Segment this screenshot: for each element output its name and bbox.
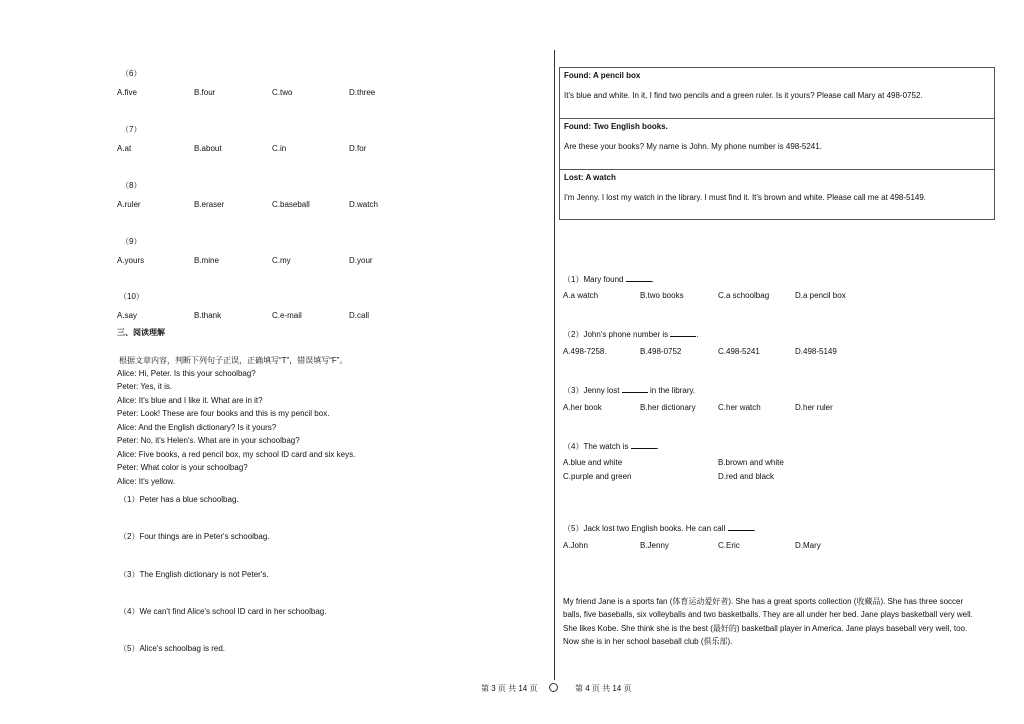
option-a: A.John (563, 541, 588, 550)
option-d: D.red and black (718, 472, 775, 481)
passage-line: She likes Kobe. She think she is the best (最好的) basketball player in America. Jane plays baseball very well, too. (563, 624, 968, 633)
question-stem (563, 440, 659, 452)
notice-body: I'm Jenny. I lost my watch in the library. I must find it. It's brown and white. Please call me at 498-5149. (564, 193, 927, 202)
statement: （4）We can't find Alice's school ID card in her schoolbag. (119, 607, 327, 616)
option-b: B.her dictionary (640, 403, 696, 412)
option-c: C.her watch (718, 403, 761, 412)
dialogue-line: Alice: And the English dictionary? Is it yours? (117, 423, 277, 432)
answer-blank (626, 273, 652, 282)
question-suffix: . (696, 330, 699, 339)
dialogue-line: Alice: It's yellow. (117, 477, 175, 486)
column-divider (554, 50, 555, 680)
answer-blank (670, 328, 699, 339)
option-d: D.498-5149 (795, 347, 837, 356)
notice-box (559, 118, 995, 170)
option-a: A.her book (563, 403, 602, 412)
page-separator-icon (549, 683, 558, 693)
question-stem (563, 328, 699, 340)
question-suffix: . (656, 442, 659, 451)
question-number: （6） (121, 69, 142, 78)
answer-blank (622, 384, 648, 393)
option-c: C.e-mail (272, 311, 302, 320)
option-d: D.three (349, 88, 376, 97)
section-title: 三、阅读理解 (117, 328, 165, 337)
option-a: A.a watch (563, 291, 599, 300)
statement: （2）Four things are in Peter's schoolbag. (119, 532, 270, 541)
question-suffix: . (651, 275, 654, 284)
question-number: （7） (121, 125, 142, 134)
passage-line: My friend Jane is a sports fan (体育运动爱好者). She has a great sports collection (收藏品). She has three soccer (563, 597, 964, 606)
option-d: D.her ruler (795, 403, 833, 412)
option-c: C.my (272, 256, 291, 265)
option-c: C.purple and green (563, 472, 632, 481)
option-d: D.Mary (795, 541, 821, 550)
notice-heading: Lost: A watch (564, 173, 616, 182)
dialogue-line: Alice: It's blue and I like it. What are in it? (117, 396, 263, 405)
dialogue-line: Peter: No, it's Helen's. What are in your schoolbag? (117, 436, 300, 445)
option-d: D.watch (349, 200, 378, 209)
option-c: C.Eric (718, 541, 740, 550)
option-a: A.blue and white (563, 458, 623, 467)
option-d: D.call (349, 311, 370, 320)
dialogue-line: Peter: Look! These are four books and this is my pencil box. (117, 409, 330, 418)
option-a: A.five (117, 88, 138, 97)
passage-line: Now she is in her school baseball club (俱乐部). (563, 637, 733, 646)
answer-blank (631, 440, 657, 449)
option-b: B.eraser (194, 200, 225, 209)
statement: （1）Peter has a blue schoolbag. (119, 495, 239, 504)
dialogue-line: Peter: What color is your schoolbag? (117, 463, 248, 472)
answer-blank (728, 522, 754, 531)
statement: （5）Alice's schoolbag is red. (119, 644, 226, 653)
option-a: A.at (117, 144, 132, 153)
question-suffix: . (753, 524, 756, 533)
dialogue-line: Alice: Hi, Peter. Is this your schoolbag? (117, 369, 256, 378)
option-b: B.two books (640, 291, 684, 300)
left-page-number: 第 3 页 共 14 页 (481, 684, 538, 693)
statement: （3）The English dictionary is not Peter's. (119, 570, 269, 579)
question-stem (563, 522, 756, 534)
notice-heading: Found: A pencil box (564, 71, 641, 80)
option-b: B.thank (194, 311, 222, 320)
option-b: B.four (194, 88, 216, 97)
right-page-number: 第 4 页 共 14 页 (575, 684, 632, 693)
notice-heading: Found: Two English books. (564, 122, 668, 131)
notice-box (559, 67, 995, 119)
question-number: （9） (121, 237, 142, 246)
option-d: D.for (349, 144, 367, 153)
option-b: B.brown and white (718, 458, 784, 467)
option-c: C.498-5241 (718, 347, 760, 356)
option-a: A.ruler (117, 200, 141, 209)
question-number: （8） (121, 181, 142, 190)
question-stem (563, 384, 695, 396)
instruction: 根据文章内容，判断下列句子正误，正确填写“T”，错误填写“F”。 (119, 356, 348, 365)
notice-box (559, 169, 995, 220)
passage-line: balls, five baseballs, six volleyballs and two basketballs. They are all under her bed. Jane plays basketball very well. (563, 610, 973, 619)
option-c: C.in (272, 144, 287, 153)
option-b: B.mine (194, 256, 219, 265)
notice-body: Are these your books? My name is John. My phone number is 498-5241. (564, 142, 822, 151)
dialogue-line: Alice: Five books, a red pencil box, my school ID card and six keys. (117, 450, 356, 459)
option-d: D.your (349, 256, 373, 265)
notice-body: It's blue and white. In it, I find two pencils and a green ruler. Is it yours? Please call Mary at 498-0752. (564, 91, 923, 100)
option-a: A.498-7258. (563, 347, 607, 356)
option-c: C.two (272, 88, 293, 97)
question-prefix: （2）John's phone number is (563, 330, 669, 339)
option-a: A.say (117, 311, 138, 320)
question-prefix: （1）Mary found (563, 275, 624, 284)
option-b: B.498-0752 (640, 347, 682, 356)
dialogue-line: Peter: Yes, it is. (117, 382, 173, 391)
option-c: C.baseball (272, 200, 310, 209)
question-suffix: in the library. (649, 386, 696, 395)
option-b: B.Jenny (640, 541, 669, 550)
question-prefix: （3）Jenny lost (563, 386, 620, 395)
option-c: C.a schoolbag (718, 291, 770, 300)
question-prefix: （5）Jack lost two English books. He can call (563, 524, 726, 533)
question-stem (563, 273, 654, 285)
option-a: A.yours (117, 256, 145, 265)
question-prefix: （4）The watch is (563, 442, 629, 451)
option-d: D.a pencil box (795, 291, 846, 300)
question-number: （10） (119, 292, 144, 301)
option-b: B.about (194, 144, 222, 153)
